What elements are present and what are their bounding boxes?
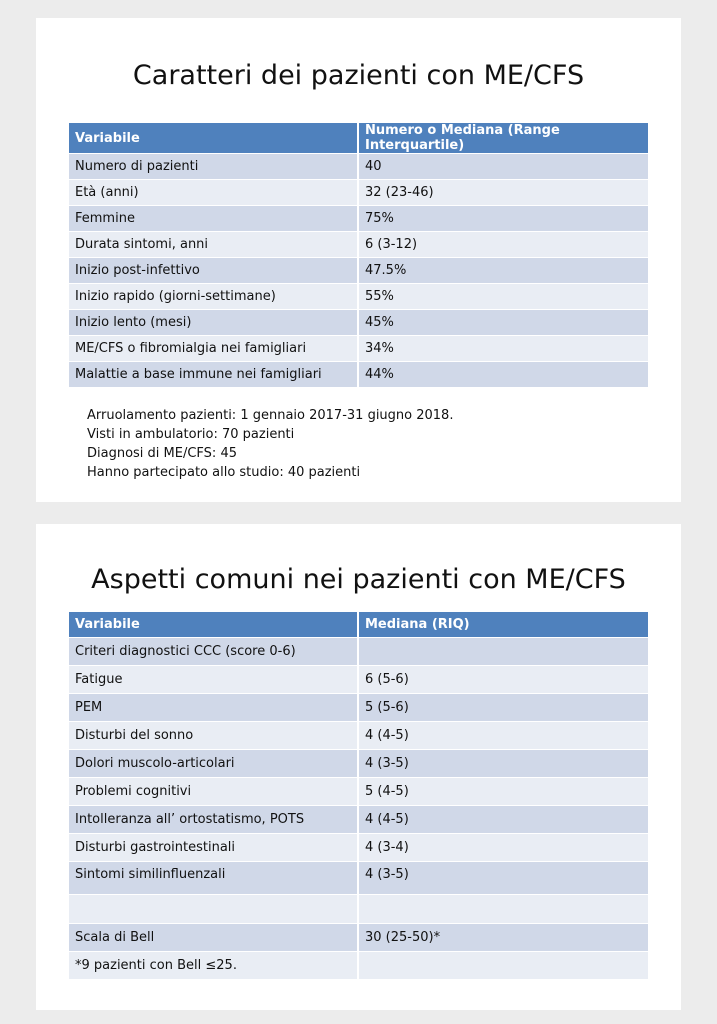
column-header: Mediana (RIQ) — [358, 612, 648, 638]
common-aspects-table — [69, 612, 648, 979]
table-row — [69, 834, 648, 862]
variable-cell: Sintomi similinfluenzali — [69, 862, 358, 895]
table-row — [69, 362, 648, 388]
patient-characteristics-table — [69, 123, 648, 387]
variable-cell: Età (anni) — [69, 180, 358, 206]
variable-cell: Femmine — [69, 206, 358, 232]
value-cell: 4 (3-5) — [358, 750, 648, 778]
variable-cell: Numero di pazienti — [69, 154, 358, 180]
table-row — [69, 952, 648, 980]
value-cell — [358, 895, 648, 924]
value-cell: 75% — [358, 206, 648, 232]
value-cell: 30 (25-50)* — [358, 924, 648, 952]
value-cell: 32 (23-46) — [358, 180, 648, 206]
slide-common-aspects — [36, 524, 681, 1010]
value-cell: 4 (4-5) — [358, 806, 648, 834]
value-cell: 34% — [358, 336, 648, 362]
slide-title: Aspetti comuni nei pazienti con ME/CFS — [91, 564, 626, 595]
value-cell — [358, 638, 648, 666]
table-row — [69, 638, 648, 666]
variable-cell: ME/CFS o fibromialgia nei famigliari — [69, 336, 358, 362]
table-header-row — [69, 123, 648, 154]
value-cell: 4 (3-4) — [358, 834, 648, 862]
variable-cell: *9 pazienti con Bell ≤25. — [69, 952, 358, 980]
value-cell: 6 (3-12) — [358, 232, 648, 258]
note-line: Hanno partecipato allo studio: 40 pazienti — [87, 465, 361, 480]
value-cell: 55% — [358, 284, 648, 310]
value-cell: 44% — [358, 362, 648, 388]
table-row — [69, 924, 648, 952]
enrollment-notes — [87, 406, 453, 482]
table-row — [69, 284, 648, 310]
table-row — [69, 694, 648, 722]
slide-patient-characteristics — [36, 18, 681, 502]
value-cell: 6 (5-6) — [358, 666, 648, 694]
variable-cell: Inizio post-infettivo — [69, 258, 358, 284]
value-cell: 47.5% — [358, 258, 648, 284]
value-cell: 45% — [358, 310, 648, 336]
variable-cell: Inizio lento (mesi) — [69, 310, 358, 336]
variable-cell: Disturbi gastrointestinali — [69, 834, 358, 862]
table-row — [69, 862, 648, 895]
table-header-row — [69, 612, 648, 638]
table-row — [69, 336, 648, 362]
value-cell: 5 (4-5) — [358, 778, 648, 806]
table-row — [69, 232, 648, 258]
note-line: Visti in ambulatorio: 70 pazienti — [87, 427, 295, 442]
column-header: Numero o Mediana (Range Interquartile) — [358, 123, 648, 154]
value-cell: 4 (4-5) — [358, 722, 648, 750]
variable-cell: Intolleranza all’ ortostatismo, POTS — [69, 806, 358, 834]
slide-title: Caratteri dei pazienti con ME/CFS — [132, 60, 585, 91]
table-row — [69, 310, 648, 336]
variable-cell: Disturbi del sonno — [69, 722, 358, 750]
table-row — [69, 206, 648, 232]
variable-cell: Problemi cognitivi — [69, 778, 358, 806]
table-row — [69, 258, 648, 284]
value-cell: 4 (3-5) — [358, 862, 648, 895]
variable-cell: Fatigue — [69, 666, 358, 694]
table-row — [69, 154, 648, 180]
value-cell: 5 (5-6) — [358, 694, 648, 722]
note-line: Diagnosi di ME/CFS: 45 — [87, 446, 237, 461]
variable-cell: Inizio rapido (giorni-settimane) — [69, 284, 358, 310]
value-cell — [358, 952, 648, 980]
variable-cell: Durata sintomi, anni — [69, 232, 358, 258]
table-row — [69, 778, 648, 806]
variable-cell — [69, 895, 358, 924]
variable-cell: Malattie a base immune nei famigliari — [69, 362, 358, 388]
variable-cell: Scala di Bell — [69, 924, 358, 952]
table-row — [69, 895, 648, 924]
variable-cell: Criteri diagnostici CCC (score 0-6) — [69, 638, 358, 666]
column-header: Variabile — [69, 123, 358, 154]
variable-cell: Dolori muscolo-articolari — [69, 750, 358, 778]
column-header: Variabile — [69, 612, 358, 638]
table-row — [69, 750, 648, 778]
table-row — [69, 806, 648, 834]
table-row — [69, 180, 648, 206]
value-cell: 40 — [358, 154, 648, 180]
variable-cell: PEM — [69, 694, 358, 722]
note-line: Arruolamento pazienti: 1 gennaio 2017-31 giugno 2018. — [87, 408, 454, 423]
table-row — [69, 666, 648, 694]
table-row — [69, 722, 648, 750]
